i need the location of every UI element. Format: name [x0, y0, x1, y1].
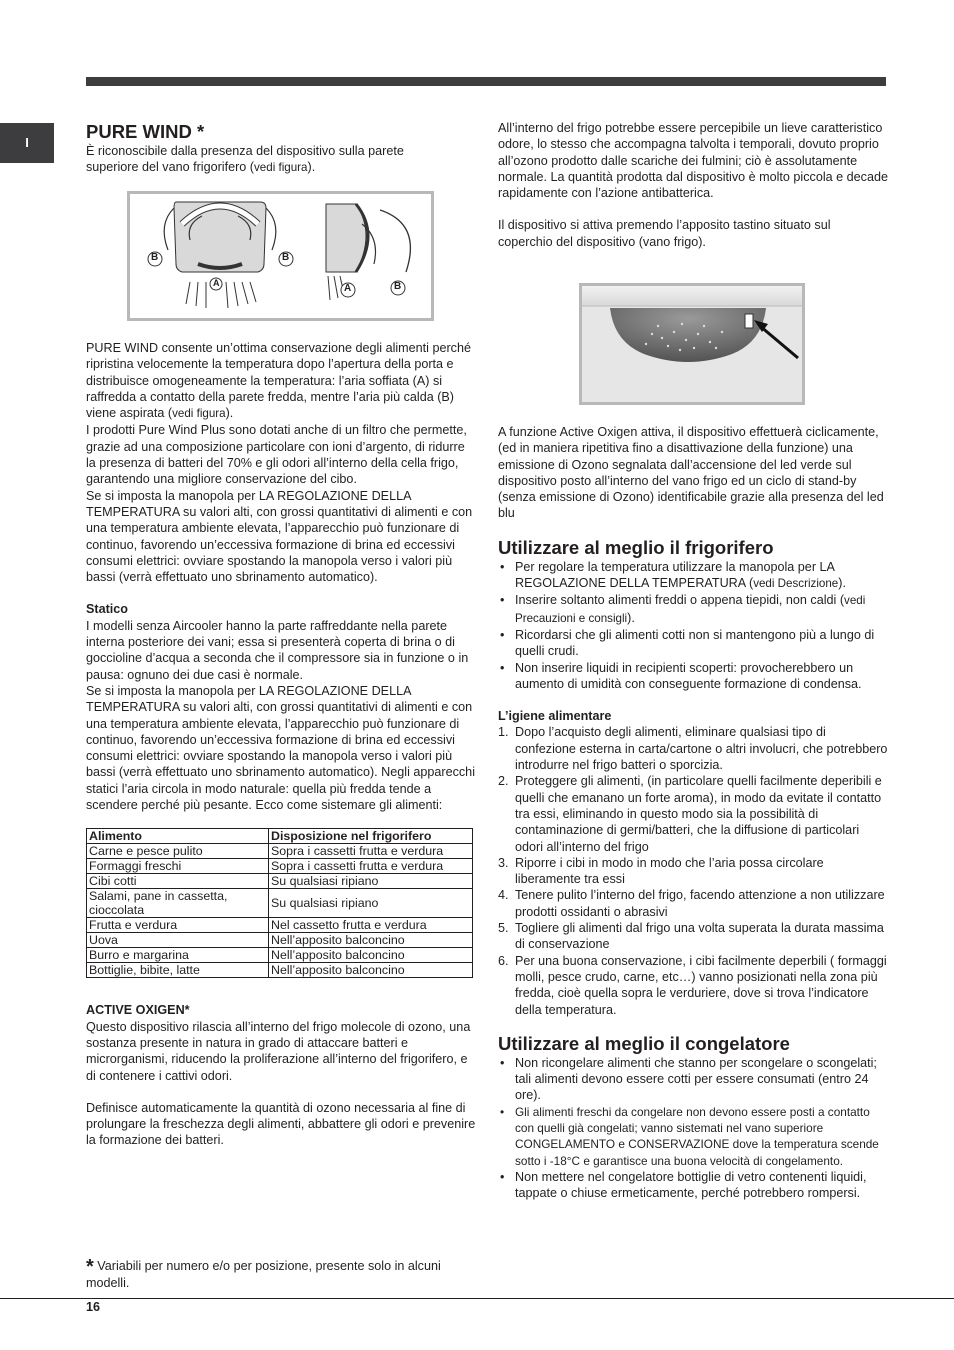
pure-wind-desc-3: Se si imposta la manopola per LA REGOLAZIONE DELLA TEMPERATURA su valori alti, con grossi quantitativi di alimenti e con una temperatura ambiente elevata, l’apparecchio può funzionare di continuo, favorendo un’eccessiva formazione di brina ed eccessivi consumi elettrici: ovviare spostando la manopola verso i valori più bassi (verrà effettuato uno sbrinamento automatico).: [86, 488, 473, 585]
list-item: • Ricordarsi che gli alimenti cotti non si mantengono più a lungo di quelli crudi.: [498, 627, 888, 660]
active-oxigen-text-1: Questo dispositivo rilascia all’interno del frigo molecole di ozono, una sostanza presente in natura in grado di attaccare batteri e microrganismi, riducendo la proliferazione all’interno del frigorifero, e di contenere i cattivi odori.: [86, 1019, 471, 1083]
active-oxigen-figure: [579, 283, 805, 405]
frigo-tips-list: [498, 559, 888, 692]
table-row: [87, 963, 473, 978]
statico-text-2: Se si imposta la manopola per LA REGOLAZIONE DELLA TEMPERATURA su valori alti, con grossi quantitativi di alimenti e con una temperatura ambiente elevata, l’apparecchio può funzionare di continuo, favorendo un’eccessiva formazione di brina ed eccessivi consumi elettrici: ovviare spostando la manopola verso i valori più bassi (verrà effettuato uno sbrinamento automatico). Negli apparecchi statici l’aria circola in modo naturale: quella più fredda tende a scendere perché più pesante. Ecco come sistemare gli alimenti:: [86, 683, 475, 813]
table-header-row: [87, 829, 473, 844]
active-oxigen-device-illustration: [582, 286, 802, 402]
table-cell: Su qualsiasi ripiano: [269, 874, 473, 889]
table-cell: Nell’apposito balconcino: [269, 933, 473, 948]
label-b-side: B: [394, 281, 402, 292]
igiene-title: L’igiene alimentare: [498, 709, 612, 724]
table-cell: Cibi cotti: [87, 874, 269, 889]
list-item: 1. Dopo l’acquisto degli alimenti, eliminare qualsiasi tipo di confezione esterna in carta/cartone o altri involucri, che potrebbero introdurre nel frigo batteri o sporcizia.: [498, 725, 888, 773]
table-row: [87, 918, 473, 933]
label-b-right: B: [282, 252, 290, 263]
list-item: • Non inserire liquidi in recipienti scoperti: provocherebbero un aumento di umidità con conseguente formazione di condensa.: [498, 660, 888, 693]
label-a-front: A: [213, 278, 220, 288]
table-header-cell: Disposizione nel frigorifero: [269, 829, 473, 844]
right-column: [498, 120, 888, 250]
table-cell: Bottiglie, bibite, latte: [87, 963, 269, 978]
list-item: 6. Per una buona conservazione, i cibi facilmente deperbili ( formaggi molli, pesce crudo, carne, etc…) vanno posizionati nella zona più fredda, cioè quella sopra le verduriere, dove si trova l’indicatore della temperatura.: [498, 953, 887, 1017]
table-cell: Nell’apposito balconcino: [269, 948, 473, 963]
table-cell: Salami, pane in cassetta, cioccolata: [87, 889, 269, 918]
table-row: [87, 948, 473, 963]
table-row: [87, 889, 473, 918]
congelatore-section-title: Utilizzare al meglio il congelatore: [498, 1032, 790, 1054]
pure-wind-intro: È riconoscibile dalla presenza del dispositivo sulla parete superiore del vano frigorifero (vedi figura).: [86, 144, 404, 175]
pure-wind-title: PURE WIND *: [86, 121, 205, 142]
footnote: [86, 1258, 481, 1292]
ozone-odor-text: All’interno del frigo potrebbe essere percepibile un lieve caratteristico odore, lo stesso che accompagna talvolta i temporali, dovuto proprio all’ozono prodotto dalle scariche dei fulmini; ciò è assolutamente normale. La quantità prodotta dal dispositivo è molto piccola e decade rapidamente con l’azione antibatterica.: [498, 121, 888, 201]
table-cell: Sopra i cassetti frutta e verdura: [269, 844, 473, 859]
table-cell: Sopra i cassetti frutta e verdura: [269, 859, 473, 874]
label-a-side: A: [344, 283, 352, 294]
list-item: • Per regolare la temperatura utilizzare la manopola per LA REGOLAZIONE DELLA TEMPERATURA (vedi Descrizione).: [498, 559, 888, 593]
table-cell: Su qualsiasi ripiano: [269, 889, 473, 918]
left-column-body: [86, 340, 478, 1149]
list-item: 2. Proteggere gli alimenti, (in particolare quelli facilmente deperibili e quelli che emanano un forte aroma), in modo da evitate il contatto tra essi, eliminando in questo modo sia la possibilità di contaminazione di germi/batteri, che la diffusione di particolari odori all’interno del frigo: [498, 774, 882, 854]
pure-wind-desc-2: I prodotti Pure Wind Plus sono dotati anche di un filtro che permette, grazie ad una composizione particolare con ioni d’argento, di ridurre la presenza di batteri del 70% e gli odori all’interno della cella frigo, garantendo una migliore conservazione del cibo.: [86, 423, 467, 487]
table-cell: Frutta e verdura: [87, 918, 269, 933]
igiene-list: [498, 724, 888, 1017]
table-cell: Nel cassetto frutta e verdura: [269, 918, 473, 933]
label-b-left: B: [151, 252, 159, 263]
list-item: • Gli alimenti freschi da congelare non devono essere posti a contatto con quelli già congelati; vanno sistemati nel vano superiore CONGELAMENTO e CONSERVAZIONE dove la temperatura scende sotto i -18°C e garantisce una buona velocità di congelamento.: [498, 1104, 888, 1169]
device-activation-text: Il dispositivo si attiva premendo l’apposito tastino situato sul coperchio del dispositivo (vano frigo).: [498, 218, 831, 249]
frigo-section-title: Utilizzare al meglio il frigorifero: [498, 536, 774, 558]
list-item: 4. Tenere pulito l’interno del frigo, facendo attenzione a non utilizzare prodotti ossidanti o abrasivi: [498, 888, 885, 919]
list-item: • Non mettere nel congelatore bottiglie di vetro contenenti liquidi, tappate o chiuse ermeticamente, perché potrebbero rompersi.: [498, 1169, 888, 1202]
list-item: • Inserire soltanto alimenti freddi o appena tiepidi, non caldi (vedi Precauzioni e consigli).: [498, 592, 888, 627]
pure-wind-desc-1: PURE WIND consente un’ottima conservazione degli alimenti perché ripristina velocemente la temperatura dopo l’apertura della porta e distribuisce omogeneamente la temperatura: l’aria soffiata (A) si raffredda a contatto della parete fredda, mentre l’aria più calda (B) viene aspirata (vedi figura).: [86, 341, 471, 421]
footnote-text: Variabili per numero e/o per posizione, presente solo in alcuni modelli.: [86, 1259, 441, 1291]
list-item: 5. Togliere gli alimenti dal frigo una volta superata la durata massima di conservazione: [498, 921, 884, 952]
active-oxigen-cycle-text: A funzione Active Oxigen attiva, il dispositivo effettuerà ciclicamente, (ed in maniera ripetitiva fino a disattivazione della funzione) una emissione di Ozono segnalata dall’accensione del led verde sul dispositivo posto all’interno del vano frigo ed un ciclo di stand-by (senza emissione di Ozono) identificabile grazie alla presenza del led blu: [498, 425, 884, 521]
language-tab: I: [0, 123, 54, 163]
table-cell: Formaggi freschi: [87, 859, 269, 874]
table-cell: Carne e pesce pulito: [87, 844, 269, 859]
header-bar: [86, 77, 886, 86]
table-row: [87, 933, 473, 948]
table-row: [87, 844, 473, 859]
pure-wind-diagram: [130, 194, 431, 318]
right-column-body: [498, 424, 888, 1201]
food-placement-table: [86, 828, 473, 978]
list-item: 3. Riporre i cibi in modo in modo che l’aria possa circolare liberamente tra essi: [498, 855, 824, 887]
list-item: • Non ricongelare alimenti che stanno per scongelare o scongelati; tali alimenti devono essere cotti per essere consumati (entro 24 ore).: [498, 1055, 888, 1104]
table-cell: Nell’apposito balconcino: [269, 963, 473, 978]
active-oxigen-text-2: Definisce automaticamente la quantità di ozono necessaria al fine di prolungare la freschezza degli alimenti, abbattere gli odori e prevenire la formazione dei batteri.: [86, 1100, 476, 1148]
table-header-cell: Alimento: [87, 829, 269, 844]
statico-text-1: I modelli senza Aircooler hanno la parte raffreddante nella parete interna posteriore dei vani; essa si presenterà coperta di brina o di goccioline d’acqua a seconda che il compressore sia in funzione o in pausa: ognuno dei due casi è normale.: [86, 618, 469, 682]
table-row: [87, 874, 473, 889]
left-column: [86, 120, 478, 177]
table-cell: Burro e margarina: [87, 948, 269, 963]
congelatore-tips-list: [498, 1055, 888, 1202]
active-oxigen-title: ACTIVE OXIGEN*: [86, 1003, 190, 1018]
page-number: 16: [86, 1300, 101, 1314]
table-row: [87, 859, 473, 874]
table-cell: Uova: [87, 933, 269, 948]
pure-wind-figure: [127, 191, 434, 321]
statico-title: Statico: [86, 602, 128, 617]
footnote-star: *: [86, 1256, 94, 1278]
footer-rule: [0, 1298, 954, 1299]
